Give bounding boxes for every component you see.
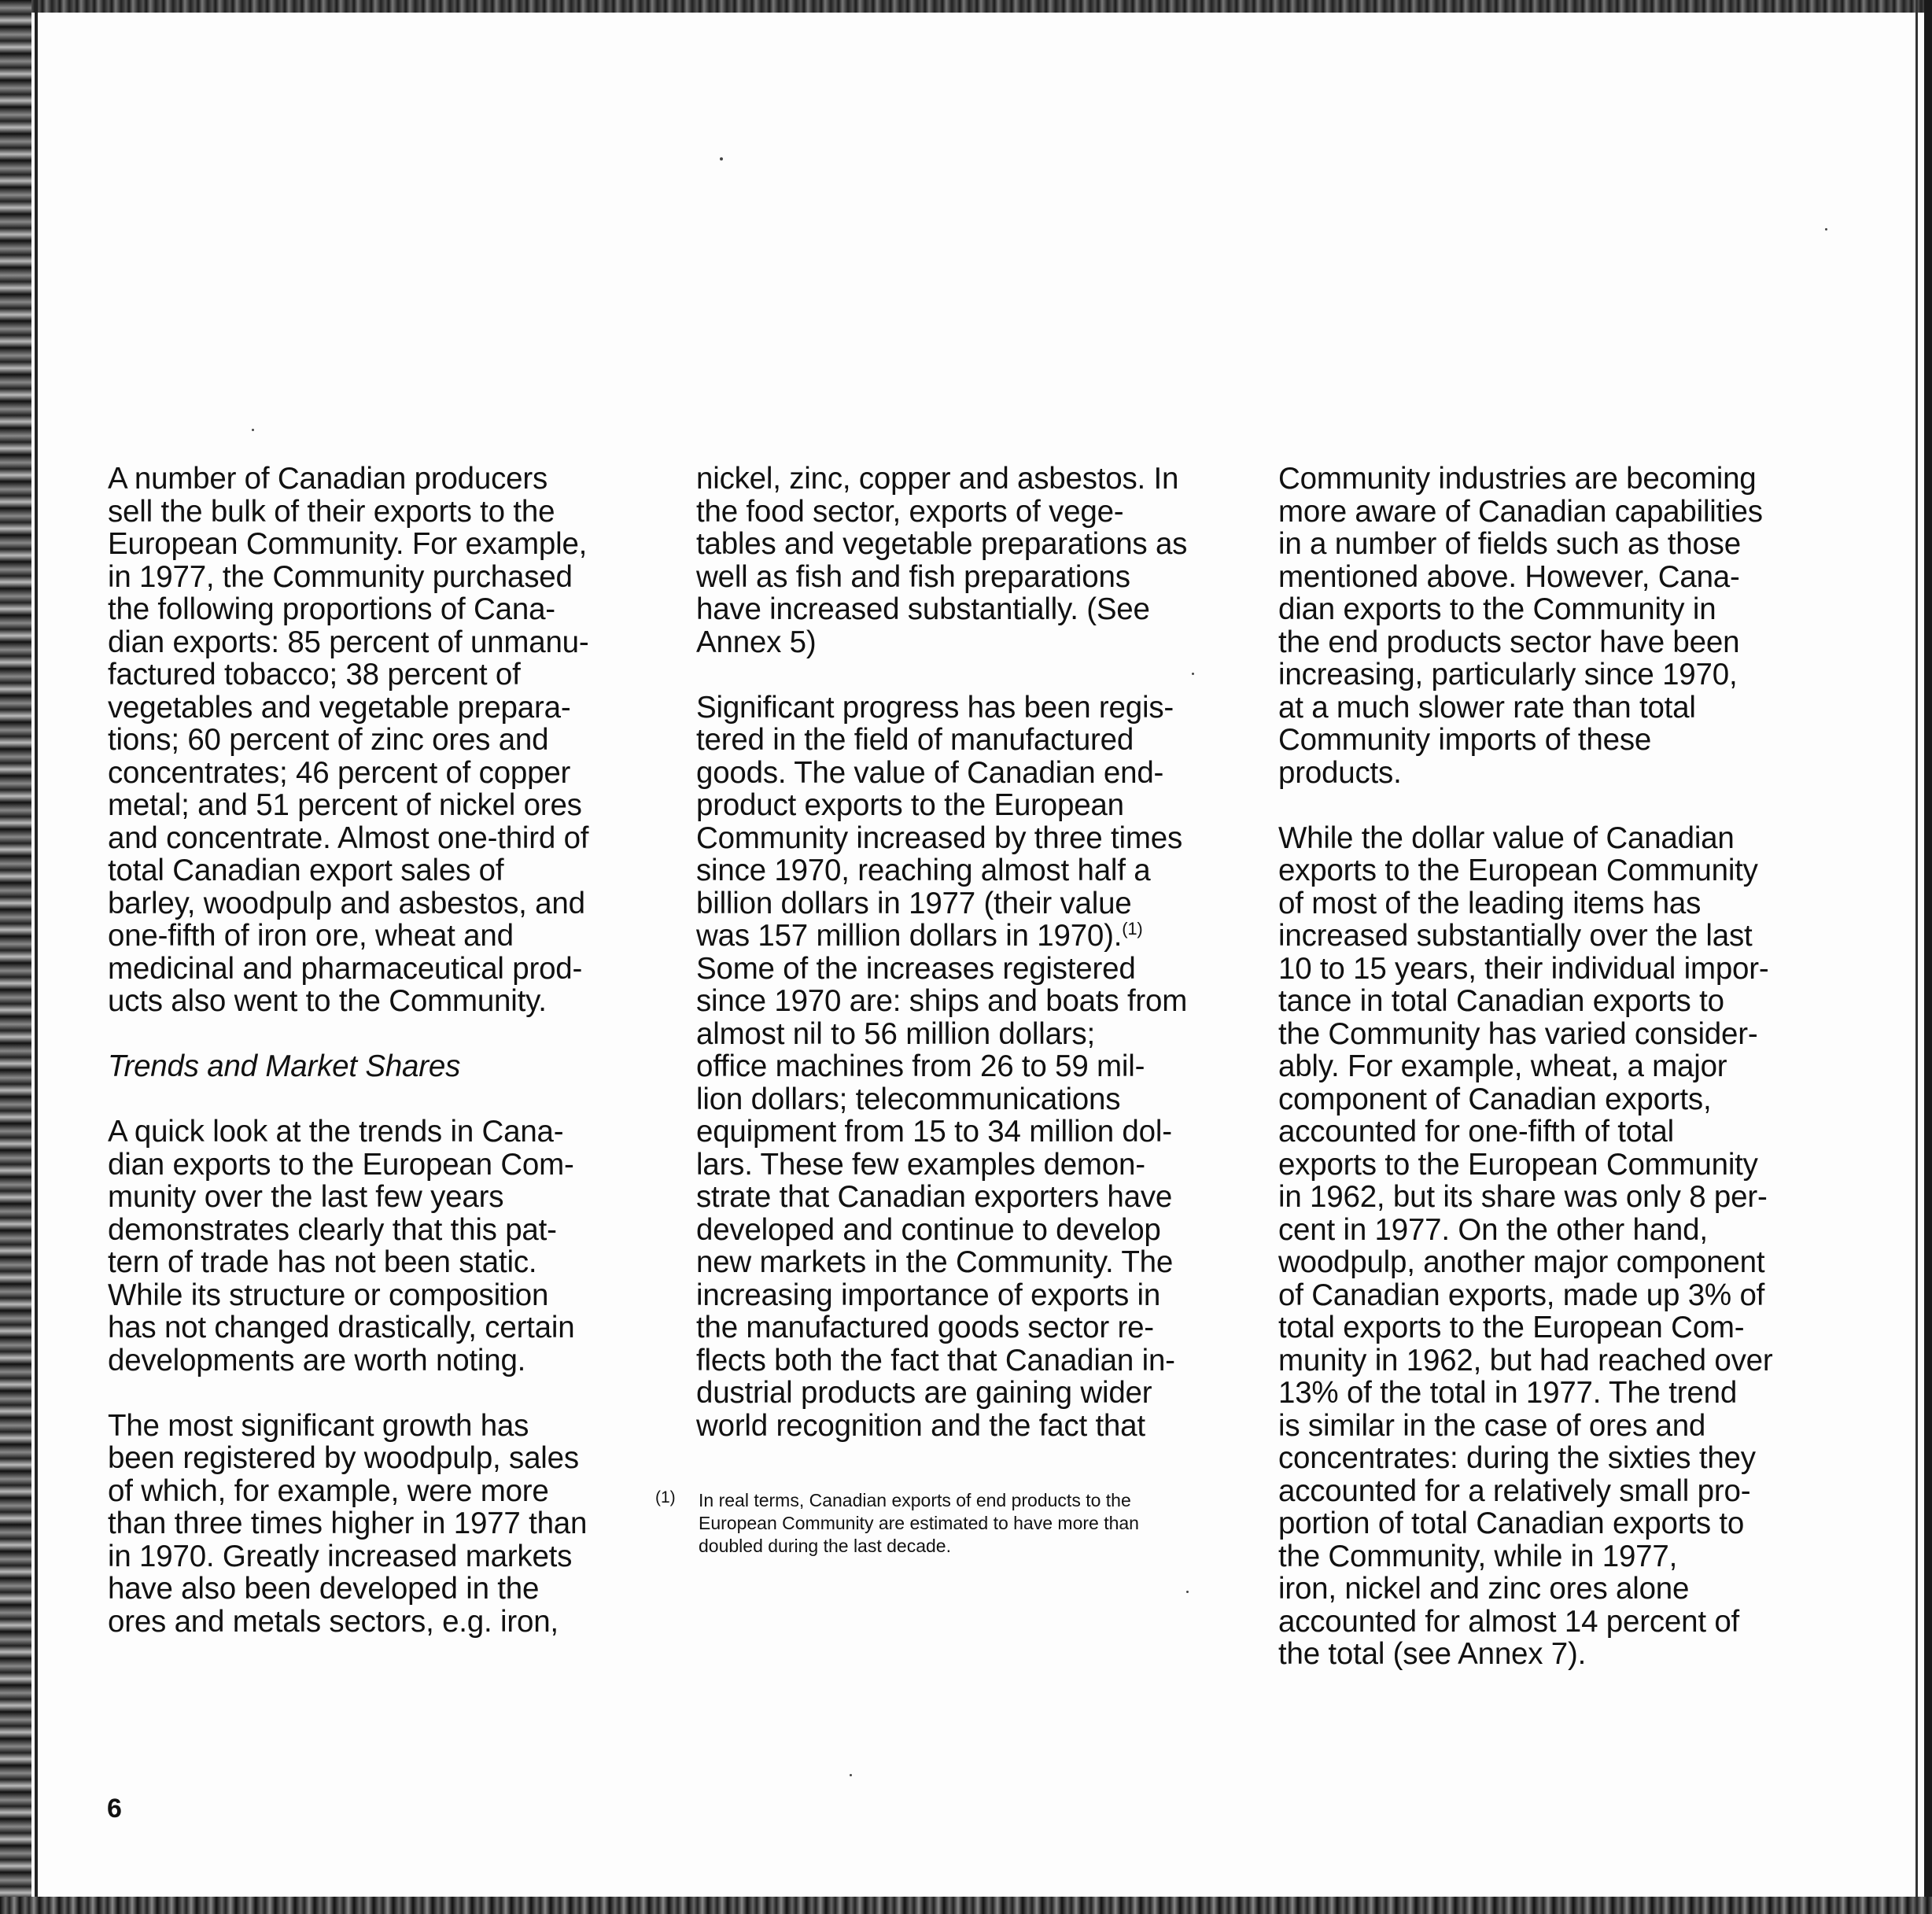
text-column-1 bbox=[108, 463, 643, 1638]
scan-speck bbox=[1186, 1591, 1189, 1593]
scan-speck bbox=[1825, 228, 1827, 230]
scan-edge-right bbox=[1924, 0, 1932, 1914]
paragraph-with-footnote bbox=[696, 691, 1231, 953]
footnote-text: In real terms, Canadian exports of end products to the European Community are estimated to have more than doubled during the last decade. bbox=[699, 1490, 1139, 1556]
paragraph: Some of the increases registered since 1970 are: ships and boats from almost nil to 56 million dollars; office machines from 26 to 59 mil- lion dollars; telecommunications equipment from 15 to 34 million dol- lars. These few examples demon- strate that Canadian exporters have developed and continue to develop new markets in the Community. The increasing importance of exports in the manufactured goods sector re- flects both the fact that Canadian in- dustrial products are gaining wider world recognition and the fact that bbox=[696, 951, 1188, 1443]
paragraph: While the dollar value of Canadian exports to the European Community of most of the leading items has increased substantially over the last 10 to 15 years, their individual impor- tance in total Canadian exports to the Community has varied consider- ably. For example, wheat, a major component of Canadian exports, accounted for one-fifth of total exports to the European Community in 1962, but its share was only 8 per- cent in 1977. On the other hand, woodpulp, another major component of Canadian exports, made up 3% of total exports to the European Com- munity in 1962, but had reached over 13% of the total in 1977. The trend is similar in the case of ores and concentrates: during the sixties they accounted for a relatively small pro- portion of total Canadian exports to the Community, while in 1977, iron, nickel and zinc ores alone accounted for almost 14 percent of the total (see Annex 7). bbox=[1278, 821, 1773, 1671]
section-subheading: Trends and Market Shares bbox=[108, 1049, 461, 1083]
scan-speck bbox=[850, 1774, 852, 1776]
scan-edge-bottom bbox=[0, 1897, 1932, 1914]
paragraph-text: Significant progress has been regis- tered in the field of manufactured goods. The value of Canadian end- product exports to the European Community increased by three times since 1970, reaching almost half a billion dollars in 1977 (their value was 157 million dollars in 1970). bbox=[696, 690, 1182, 953]
paragraph: A number of Canadian producers sell the bulk of their exports to the European Community. For example, in 1977, the Community purchased the following proportions of Cana- dian exports: 85 percent of unmanu- factured tobacco; 38 percent of vegetables and vegetable prepara- tions; 60 percent of zinc ores and concentrates; 46 percent of copper metal; and 51 percent of nickel ores and concentrate. Almost one-third of total Canadian export sales of barley, woodpulp and asbestos, and one-fifth of iron ore, wheat and medicinal and pharmaceutical prod- ucts also went to the Community. bbox=[108, 462, 589, 1018]
footnote-marker: (1) bbox=[655, 1488, 676, 1506]
paragraph: nickel, zinc, copper and asbestos. In the food sector, exports of vege- tables and vegetable preparations as well as fish and fish preparations have increased substantially. (See Annex 5) bbox=[696, 462, 1188, 659]
footnote-reference[interactable]: (1) bbox=[1122, 919, 1143, 939]
paragraph: Community industries are becoming more aware of Canadian capabilities in a number of fields such as those mentioned above. However, Cana- dian exports to the Community in the end products sector have been increasing, particularly since 1970, at a much slower rate than total Community imports of these products. bbox=[1278, 462, 1763, 790]
scan-speck bbox=[252, 429, 254, 431]
paragraph: A quick look at the trends in Cana- dian exports to the European Com- munity over the last few years demonstrates clearly that this pat- tern of trade has not been static. While its structure or composition has not changed drastically, certain developments are worth noting. bbox=[108, 1115, 575, 1377]
page-number: 6 bbox=[107, 1794, 122, 1824]
text-column-2 bbox=[696, 463, 1231, 1442]
scan-speck bbox=[720, 157, 723, 160]
scan-edge-top bbox=[0, 0, 1932, 13]
scan-edge-left bbox=[0, 0, 31, 1914]
scan-edge-right-line bbox=[1915, 0, 1918, 1914]
scan-edge-left-line bbox=[35, 0, 38, 1914]
paragraph: The most significant growth has been registered by woodpulp, sales of which, for example, were more than three times higher in 1977 than in 1970. Greatly increased markets have also been developed in the ores and metals sectors, e.g. iron, bbox=[108, 1408, 588, 1639]
text-column-3 bbox=[1278, 463, 1813, 1671]
